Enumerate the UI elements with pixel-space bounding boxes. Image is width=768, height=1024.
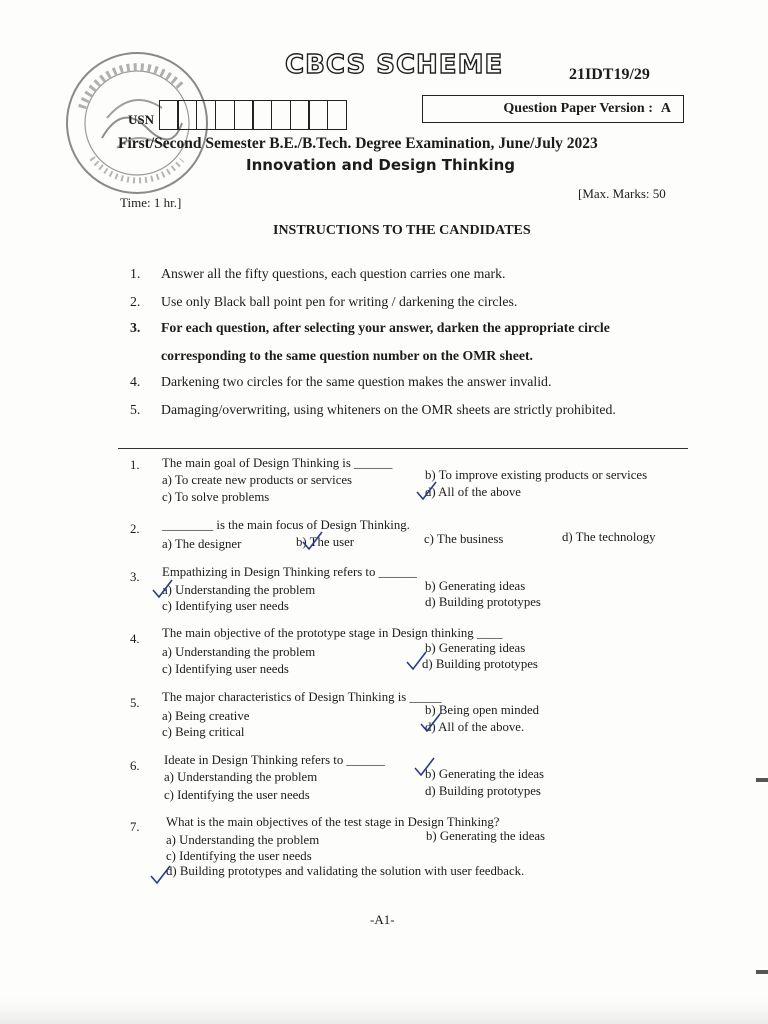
question-text: ________ is the main focus of Design Thinking.	[162, 518, 410, 532]
usn-box	[290, 100, 310, 130]
option-d: d) All of the above.	[425, 720, 525, 734]
usn-box	[271, 100, 291, 130]
question-number: 5.	[130, 696, 140, 710]
exam-time: Time: 1 hr.]	[120, 195, 182, 210]
option-d: d) Building prototypes	[422, 657, 538, 671]
option-d: d) The technology	[562, 530, 656, 544]
scan-edge-mark	[756, 970, 768, 974]
instruction-text: Use only Black ball point pen for writing / darkening the circles.	[161, 294, 518, 309]
instruction-number: 2.	[130, 294, 141, 309]
usn-box	[234, 100, 254, 130]
instruction-text: Answer all the fifty questions, each question carries one mark.	[161, 266, 506, 281]
page-code: -A1-	[370, 912, 395, 927]
option-b: b) The user	[296, 535, 355, 549]
checkmark-icon	[148, 864, 172, 886]
usn-box	[327, 100, 347, 130]
checkmark-icon	[150, 578, 174, 600]
usn-box	[196, 100, 216, 130]
option-c: c) Being critical	[162, 725, 245, 739]
option-a: a) Understanding the problem	[166, 833, 320, 847]
question-number: 1.	[130, 458, 140, 472]
max-marks: [Max. Marks: 50	[578, 186, 666, 201]
checkmark-icon	[414, 480, 438, 502]
option-c: c) To solve problems	[162, 490, 270, 504]
option-b: b) Being open minded	[425, 703, 540, 717]
question-text: What is the main objectives of the test stage in Design Thinking?	[166, 815, 500, 829]
question-text: The main goal of Design Thinking is ______	[162, 456, 393, 470]
checkmark-icon	[300, 530, 324, 552]
checkmark-icon	[418, 712, 442, 734]
option-d: d) Building prototypes	[425, 595, 541, 609]
question-paper-version	[422, 95, 684, 123]
option-b: b) To improve existing products or services	[425, 468, 648, 482]
question-number: 6.	[130, 759, 140, 773]
option-c: c) Identifying the user needs	[164, 788, 310, 802]
course-code: 21IDT19/29	[569, 66, 650, 83]
usn-box	[252, 100, 272, 130]
usn-box	[215, 100, 235, 130]
option-d: d) All of the above	[425, 485, 521, 499]
instruction-number: 3.	[130, 320, 141, 335]
scheme-title: CBCS SCHEME	[285, 50, 504, 80]
instruction-number: 4.	[130, 374, 141, 389]
question-number: 2.	[130, 522, 140, 536]
option-d: d) Building prototypes and validating the solution with user feedback.	[166, 864, 525, 878]
checkmark-icon	[404, 650, 428, 672]
instruction-number: 1.	[130, 266, 141, 281]
instruction-item	[130, 368, 685, 396]
instructions-heading: INSTRUCTIONS TO THE CANDIDATES	[273, 223, 531, 238]
question-text: The main objective of the prototype stage in Design thinking ____	[162, 626, 503, 640]
instruction-item	[130, 396, 685, 424]
subject-title: Innovation and Design Thinking	[246, 156, 516, 174]
qpv-value: A	[660, 101, 671, 116]
scan-edge-mark	[756, 778, 768, 782]
instruction-text: Damaging/overwriting, using whiteners on the OMR sheets are strictly prohibited.	[161, 402, 616, 417]
option-a: a) The designer	[162, 537, 242, 551]
usn-box	[177, 100, 197, 130]
usn-box	[308, 100, 328, 130]
usn-entry-boxes	[160, 100, 347, 130]
option-c: c) Identifying user needs	[162, 599, 289, 613]
option-c: c) Identifying the user needs	[166, 849, 312, 863]
question-text: Ideate in Design Thinking refers to ______	[164, 753, 385, 767]
instruction-item	[130, 314, 685, 370]
question-number: 3.	[130, 570, 140, 584]
option-b: b) Generating the ideas	[425, 767, 545, 781]
usn-label: USN	[128, 112, 155, 127]
checkmark-icon	[412, 756, 436, 778]
option-a: a) Understanding the problem	[164, 770, 318, 784]
qpv-label: Question Paper Version :	[503, 101, 653, 116]
question-text: The major characteristics of Design Thinking is _____	[162, 690, 442, 704]
instruction-text: Darkening two circles for the same question makes the answer invalid.	[161, 374, 552, 389]
option-c: c) The business	[424, 532, 504, 546]
option-a: a) To create new products or services	[162, 473, 353, 487]
option-a: a) Understanding the problem	[162, 645, 316, 659]
option-a: a) Understanding the problem	[162, 583, 316, 597]
exam-title: First/Second Semester B.E./B.Tech. Degree Examination, June/July 2023	[118, 135, 598, 152]
question-number: 7.	[130, 820, 140, 834]
option-b: b) Generating ideas	[425, 641, 526, 655]
question-text: Empathizing in Design Thinking refers to ______	[162, 565, 417, 579]
option-b: b) Generating ideas	[425, 579, 526, 593]
instruction-number: 5.	[130, 402, 141, 417]
option-a: a) Being creative	[162, 709, 250, 723]
instruction-item	[130, 288, 685, 316]
usn-box	[159, 100, 179, 130]
question-number: 4.	[130, 632, 140, 646]
option-d: d) Building prototypes	[425, 784, 541, 798]
option-b: b) Generating the ideas	[426, 829, 546, 843]
instruction-text: For each question, after selecting your answer, darken the appropriate circle corresponding to the same question number on the OMR sheet.	[161, 320, 610, 363]
option-c: c) Identifying user needs	[162, 662, 289, 676]
instruction-item	[130, 260, 685, 288]
section-divider	[118, 448, 688, 449]
